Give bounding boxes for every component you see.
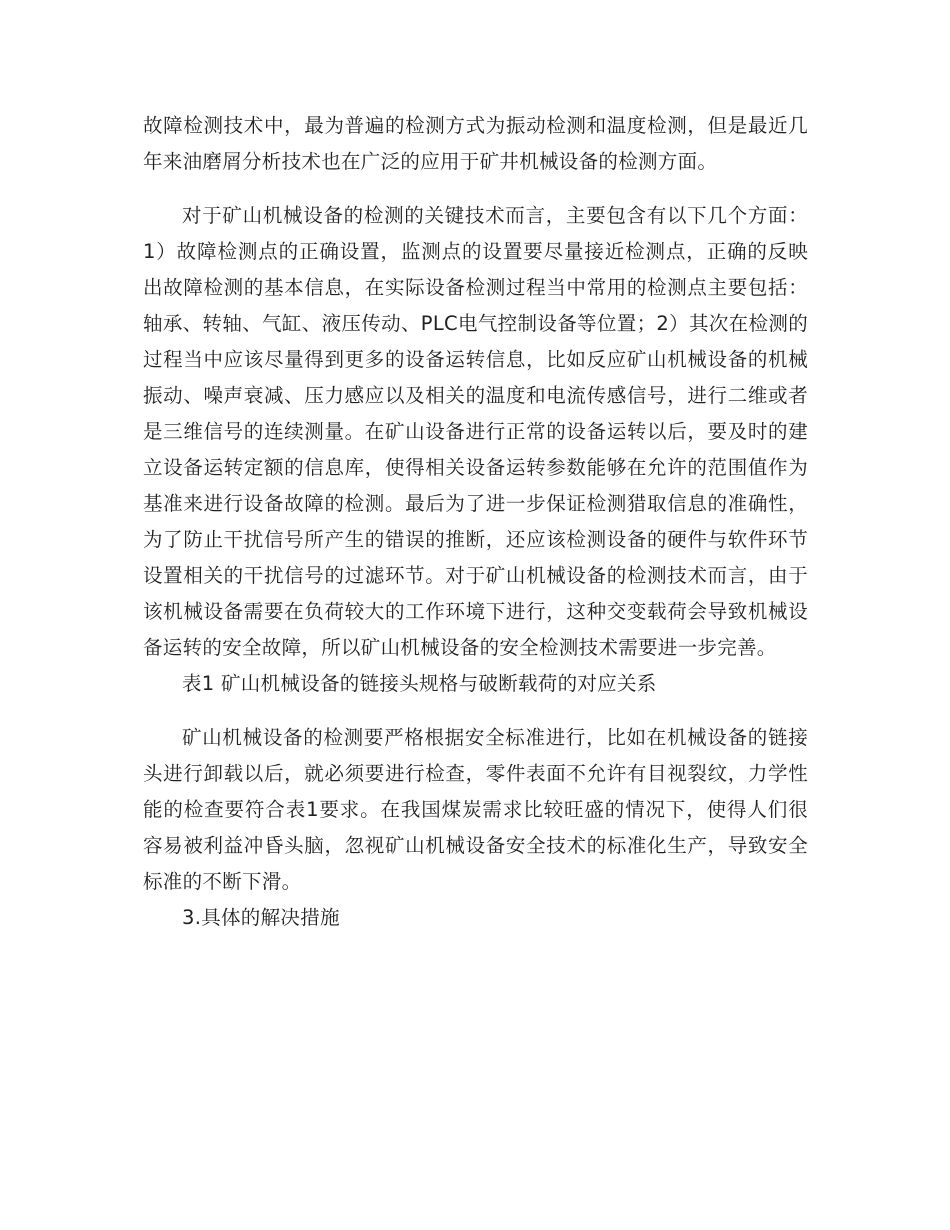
section-heading: 3.具体的解决措施	[182, 906, 340, 929]
paragraph-safety-standards: 矿山机械设备的检测要严格根据安全标准进行，比如在机械设备的链接头进行卸载以后，就必须要进行检查，零件表面不允许有目视裂纹，力学性能的检查要符合表1要求。在我国煤炭需求比较旺盛的情况下，使得人们很容易被利益冲昏头脑，忽视矿山机械设备安全技术的标准化生产，导致安全标准的不断下滑。	[143, 726, 808, 893]
document-body	[143, 108, 808, 936]
table-caption: 表1 矿山机械设备的链接头规格与破断载荷的对应关系	[182, 672, 657, 695]
paragraph-key-technologies: 对于矿山机械设备的检测的关键技术而言，主要包含有以下几个方面：1）故障检测点的正确设置，监测点的设置要尽量接近检测点，正确的反映出故障检测的基本信息，在实际设备检测过程当中常用的检测点主要包括：轴承、转轴、气缸、液压传动、PLC电气控制设备等位置；2）其次在检测的过程当中应该尽量得到更多的设备运转信息，比如反应矿山机械设备的机械振动、噪声衰减、压力感应以及相关的温度和电流传感信号，进行二维或者是三维信号的连续测量。在矿山设备进行正常的设备运转以后，要及时的建立设备运转定额的信息库，使得相关设备运转参数能够在允许的范围值作为基准来进行设备故障的检测。最后为了进一步保证检测猎取信息的准确性，为了防止干扰信号所产生的错误的推断，还应该检测设备的硬件与软件环节设置相关的干扰信号的过滤环节。对于矿山机械设备的检测技术而言，由于该机械设备需要在负荷较大的工作环境下进行，这种交变载荷会导致机械设备运转的安全故障，所以矿山机械设备的安全检测技术需要进一步完善。	[143, 204, 808, 659]
paragraph-continued: 故障检测技术中，最为普遍的检测方式为振动检测和温度检测，但是最近几年来油磨屑分析技术也在广泛的应用于矿井机械设备的检测方面。	[143, 114, 808, 173]
